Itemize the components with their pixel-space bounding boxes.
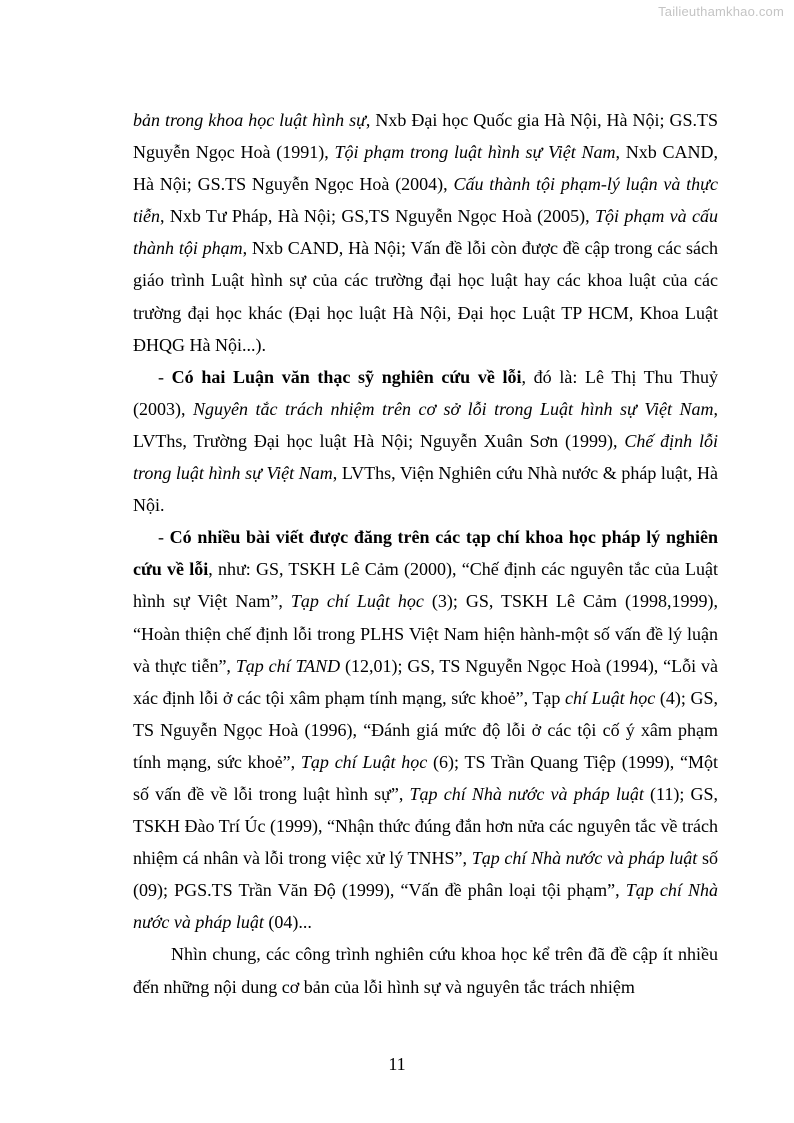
italic-title: Tạp chí Luật học bbox=[300, 751, 428, 772]
italic-title: Tạp chí Luật học bbox=[290, 591, 424, 612]
text-run: , LVThs, Viện Nghiên cứu Nhà nước & pháp luật, Hà Nội. bbox=[133, 463, 718, 516]
text-run: (11); GS, TSKH Đào Trí Úc (1999), “Nhận thức đúng đắn hơn nửa các nguyên tắc về trách nhiệm cá nhân và lỗi trong việc xử lý TNHS”, bbox=[133, 783, 718, 869]
italic-title: Tạp chí Nhà nước và pháp luật bbox=[409, 783, 644, 804]
bullet-dash: - bbox=[158, 527, 170, 548]
text-run: , như: GS, TSKH Lê Cảm (2000), “Chế định các nguyên tắc của Luật hình sự Việt Nam”, bbox=[133, 559, 718, 612]
bold-heading: Có nhiều bài viết được đăng trên các tạp chí khoa học pháp lý nghiên cứu về lỗi bbox=[133, 527, 718, 580]
italic-title: Tội phạm và cấu thành tội phạm bbox=[133, 206, 718, 259]
text-run: , Nxb Đại học Quốc gia Hà Nội, Hà Nội; GS.TS Nguyễn Ngọc Hoà (1991), bbox=[133, 110, 718, 163]
italic-title: Chế định lỗi trong luật hình sự Việt Nam bbox=[133, 430, 719, 484]
italic-title: Tạp chí TAND bbox=[235, 655, 341, 676]
paragraph-summary bbox=[133, 938, 718, 1002]
text-run: (12,01); GS, TS Nguyễn Ngọc Hoà (1994), “Lỗi và xác định lỗi ở các tội xâm phạm tính mạng, sức khoẻ”, Tạp bbox=[133, 655, 718, 708]
italic-title: bản trong khoa học luật hình sự bbox=[133, 110, 366, 130]
bullet-dash: - bbox=[158, 366, 172, 387]
text-run: (4); GS, TS Nguyễn Ngọc Hoà (1996), “Đánh giá mức độ lỗi ở các tội cố ý xâm phạm tính mạng, sức khoẻ”, bbox=[133, 687, 718, 772]
italic-title: Tội phạm trong luật hình sự Việt Nam bbox=[334, 142, 616, 163]
text-run: (04)... bbox=[263, 912, 312, 933]
paragraph-references-books bbox=[133, 104, 718, 361]
text-run: , đó là: Lê Thị Thu Thuỷ (2003), bbox=[133, 366, 718, 419]
italic-title: chí Luật học bbox=[564, 687, 656, 708]
watermark: Tailieuthamkhao.com bbox=[658, 4, 784, 19]
body-text bbox=[133, 104, 718, 1003]
bold-heading: Có hai Luận văn thạc sỹ nghiên cứu về lỗi bbox=[171, 366, 522, 387]
text-run: , Nxb CAND, Hà Nội; Vấn đề lỗi còn được đề cập trong các sách giáo trình Luật hình sự của các trường đại học luật hay các khoa luật của các trường đại học khác (Đại học luật Hà Nội, Đại học Luật TP HCM, Khoa Luật ĐHQG Hà Nội...). bbox=[133, 238, 718, 355]
text-run: , Nxb Tư Pháp, Hà Nội; GS,TS Nguyễn Ngọc Hoà (2005), bbox=[160, 206, 596, 227]
text-run: , LVThs, Trường Đại học luật Hà Nội; Nguyễn Xuân Sơn (1999), bbox=[133, 398, 718, 451]
italic-title: Tạp chí Nhà nước và pháp luật bbox=[133, 880, 718, 933]
text-run: , Nxb CAND, Hà Nội; GS.TS Nguyễn Ngọc Hoà (2004), bbox=[133, 142, 718, 195]
page-number: 11 bbox=[388, 1054, 406, 1074]
text-run: (3); GS, TSKH Lê Cảm (1998,1999), “Hoàn thiện chế định lỗi trong PLHS Việt Nam hiện hành-một số vấn đề lý luận và thực tiễn”, bbox=[133, 591, 718, 676]
paragraph-articles bbox=[133, 521, 718, 938]
text-run: Nhìn chung, các công trình nghiên cứu khoa học kể trên đã đề cập ít nhiều đến những nội dung cơ bản của lỗi hình sự và nguyên tắc trách nhiệm bbox=[133, 944, 718, 997]
italic-title: Cấu thành tội phạm-lý luận và thực tiễn bbox=[133, 174, 718, 227]
italic-title: Nguyên tắc trách nhiệm trên cơ sở lỗi trong Luật hình sự Việt Nam bbox=[193, 398, 714, 419]
paragraph-theses bbox=[133, 361, 718, 521]
text-run: số (09); PGS.TS Trần Văn Độ (1999), “Vấn đề phân loại tội phạm”, bbox=[133, 848, 718, 901]
text-run: (6); TS Trần Quang Tiệp (1999), “Một số vấn đề về lỗi trong luật hình sự”, bbox=[133, 751, 718, 804]
italic-title: Tạp chí Nhà nước và pháp luật bbox=[471, 848, 698, 869]
